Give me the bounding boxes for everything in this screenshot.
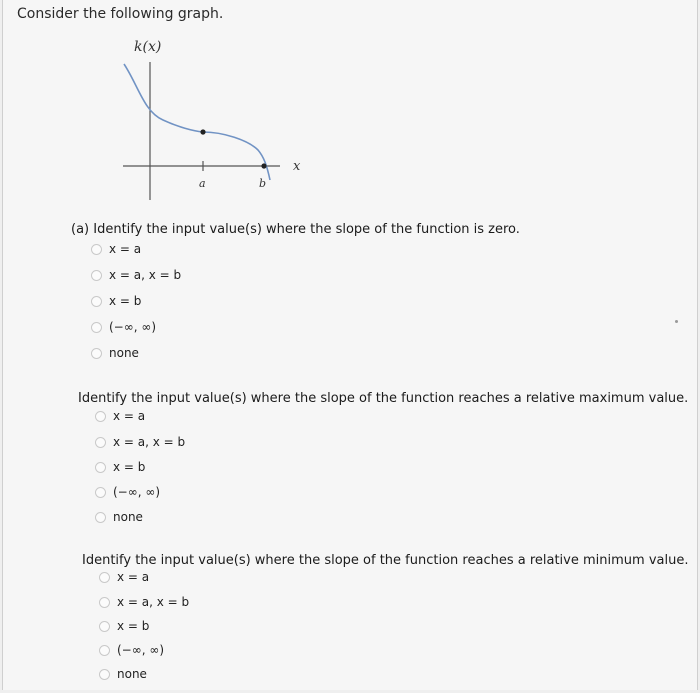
question-panel	[2, 0, 698, 690]
q1-option-5[interactable]	[91, 346, 139, 360]
q1-option-1[interactable]	[91, 242, 141, 256]
q3-option-5[interactable]	[99, 667, 147, 681]
question-3-prompt: Identify the input value(s) where the slope of the function reaches a relative minimum value.	[82, 553, 689, 568]
q1-option-2[interactable]	[91, 268, 181, 282]
function-graph	[98, 30, 328, 210]
option-label: x = a	[109, 242, 142, 256]
question-1-prompt: (a) Identify the input value(s) where the slope of the function is zero.	[71, 222, 520, 237]
q2-option-4[interactable]	[95, 485, 160, 499]
question-2-prompt: Identify the input value(s) where the slope of the function reaches a relative maximum value.	[78, 391, 689, 406]
radio-button[interactable]	[95, 437, 106, 448]
tick-label-a: a	[199, 177, 206, 190]
q3-option-4[interactable]	[99, 643, 164, 657]
q2-option-2[interactable]	[95, 435, 185, 449]
option-label: x = b	[113, 460, 146, 474]
stray-dot	[675, 320, 678, 323]
radio-button[interactable]	[91, 270, 102, 281]
q3-option-2[interactable]	[99, 595, 189, 609]
x-axis-label: x	[293, 159, 301, 174]
radio-button[interactable]	[91, 322, 102, 333]
option-label: x = a, x = b	[109, 268, 182, 282]
option-label: x = b	[109, 294, 142, 308]
radio-button[interactable]	[99, 645, 110, 656]
radio-button[interactable]	[95, 411, 106, 422]
radio-button[interactable]	[95, 487, 106, 498]
radio-button[interactable]	[99, 621, 110, 632]
radio-button[interactable]	[91, 296, 102, 307]
option-label: x = a, x = b	[117, 595, 190, 609]
option-label: (−∞, ∞)	[109, 320, 157, 334]
intro-text: Consider the following graph.	[17, 6, 224, 22]
q1-option-3[interactable]	[91, 294, 141, 308]
option-label: x = a, x = b	[113, 435, 186, 449]
function-curve	[124, 64, 270, 180]
radio-button[interactable]	[99, 572, 110, 583]
option-label: (−∞, ∞)	[113, 485, 161, 499]
radio-button[interactable]	[95, 462, 106, 473]
option-label: x = a	[117, 570, 150, 584]
radio-button[interactable]	[99, 597, 110, 608]
radio-button[interactable]	[95, 512, 106, 523]
radio-button[interactable]	[99, 669, 110, 680]
q2-option-5[interactable]	[95, 510, 143, 524]
q2-option-3[interactable]	[95, 460, 145, 474]
q2-option-1[interactable]	[95, 409, 145, 423]
option-label: (−∞, ∞)	[117, 643, 165, 657]
option-label: none	[117, 667, 147, 681]
q3-option-1[interactable]	[99, 570, 149, 584]
radio-button[interactable]	[91, 348, 102, 359]
q3-option-3[interactable]	[99, 619, 149, 633]
tick-label-b: b	[259, 177, 267, 190]
option-label: none	[109, 346, 139, 360]
radio-button[interactable]	[91, 244, 102, 255]
q1-option-4[interactable]	[91, 320, 156, 334]
option-label: x = a	[113, 409, 146, 423]
point-a	[200, 129, 205, 134]
point-b	[261, 163, 266, 168]
option-label: x = b	[117, 619, 150, 633]
function-label: k(x)	[134, 39, 162, 55]
option-label: none	[113, 510, 143, 524]
